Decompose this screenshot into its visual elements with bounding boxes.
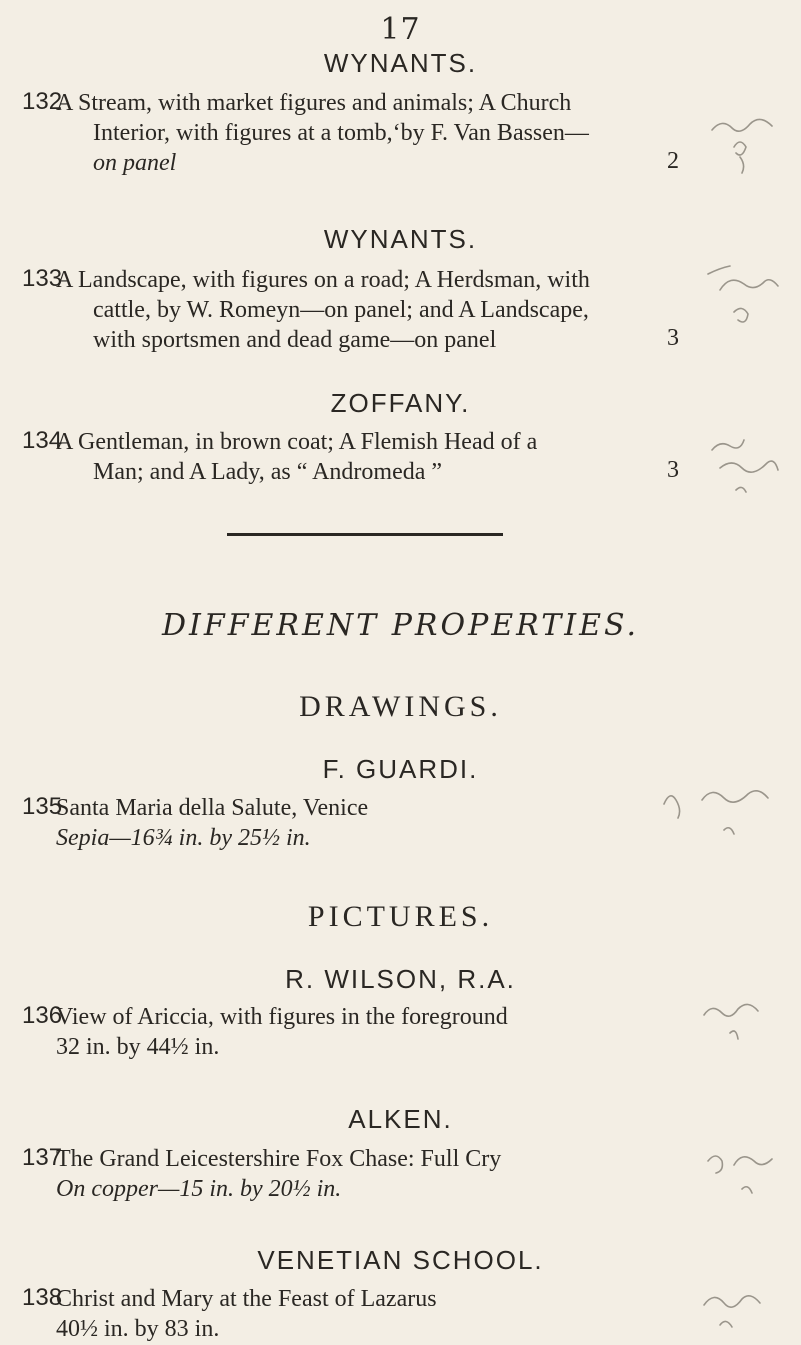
lot-line: Interior, with figures at a tomb,ʻby F. Van Bassen— — [93, 120, 589, 146]
pencil-annotation-mark — [690, 985, 790, 1055]
properties-heading: DIFFERENT PROPERTIES. — [161, 608, 639, 643]
lot-line: Christ and Mary at the Feast of Lazarus — [56, 1286, 437, 1312]
lot-description — [56, 793, 686, 853]
lot-description — [56, 1284, 686, 1344]
lot-line: 32 in. by 44½ in. — [56, 1034, 220, 1060]
lot-number: 137 — [22, 1144, 63, 1171]
lot-line: On copper—15 in. by 20½ in. — [56, 1176, 342, 1202]
artist-heading: F. GUARDI. — [322, 754, 479, 784]
lot-line: with sportsmen and dead game—on panel — [93, 327, 497, 353]
lot-quantity: 3 — [667, 457, 679, 483]
section-divider-rule — [227, 533, 503, 536]
lot-line: Santa Maria della Salute, Venice — [56, 795, 369, 821]
lot-number: 135 — [22, 793, 63, 820]
lot-number: 133 — [22, 265, 63, 292]
lot-line: A Landscape, with figures on a road; A Herdsman, with — [56, 267, 590, 293]
artist-heading: R. WILSON, R.A. — [285, 964, 516, 994]
lot-line: cattle, by W. Romeyn—on panel; and A Landscape, — [93, 297, 589, 323]
artist-heading: ALKEN. — [348, 1104, 453, 1134]
lot-quantity: 2 — [667, 148, 679, 174]
artist-heading: WYNANTS. — [323, 224, 478, 254]
lot-quantity: 3 — [667, 325, 679, 351]
lot-description — [56, 88, 686, 178]
lot-line: View of Aricciа, with figures in the foreground — [56, 1004, 508, 1030]
lot-line: on panel — [93, 150, 177, 176]
pencil-annotation-mark — [700, 85, 800, 175]
lot-line: Sepia—16¾ in. by 25½ in. — [56, 825, 311, 851]
lot-number: 132 — [22, 88, 63, 115]
lot-number: 134 — [22, 427, 63, 454]
lot-line: 40½ in. by 83 in. — [56, 1316, 220, 1342]
lot-line: The Grand Leicestershire Fox Chase: Full Cry — [56, 1146, 502, 1172]
pencil-annotation-mark — [700, 252, 800, 342]
lot-line: A Stream, with market figures and animals; A Church — [56, 90, 572, 116]
artist-heading: ZOFFANY. — [330, 388, 471, 418]
pencil-annotation-mark — [690, 1125, 790, 1215]
lot-line: A Gentleman, in brown coat; A Flemish Head of a — [56, 429, 538, 455]
artist-heading: VENETIAN SCHOOL. — [257, 1245, 544, 1275]
lot-description — [56, 1144, 686, 1204]
category-heading: PICTURES. — [307, 900, 494, 933]
lot-number: 136 — [22, 1002, 63, 1029]
lot-description — [56, 265, 686, 355]
category-heading: DRAWINGS. — [299, 690, 502, 723]
artist-heading: WYNANTS. — [323, 48, 478, 78]
lot-description — [56, 1002, 686, 1062]
page-number: 17 — [380, 12, 421, 47]
lot-number: 138 — [22, 1284, 63, 1311]
pencil-annotation-mark — [690, 1265, 790, 1345]
lot-description — [56, 427, 686, 487]
lot-line: Man; and A Lady, as “ Andromeda ” — [93, 459, 443, 485]
pencil-annotation-mark — [700, 420, 800, 510]
